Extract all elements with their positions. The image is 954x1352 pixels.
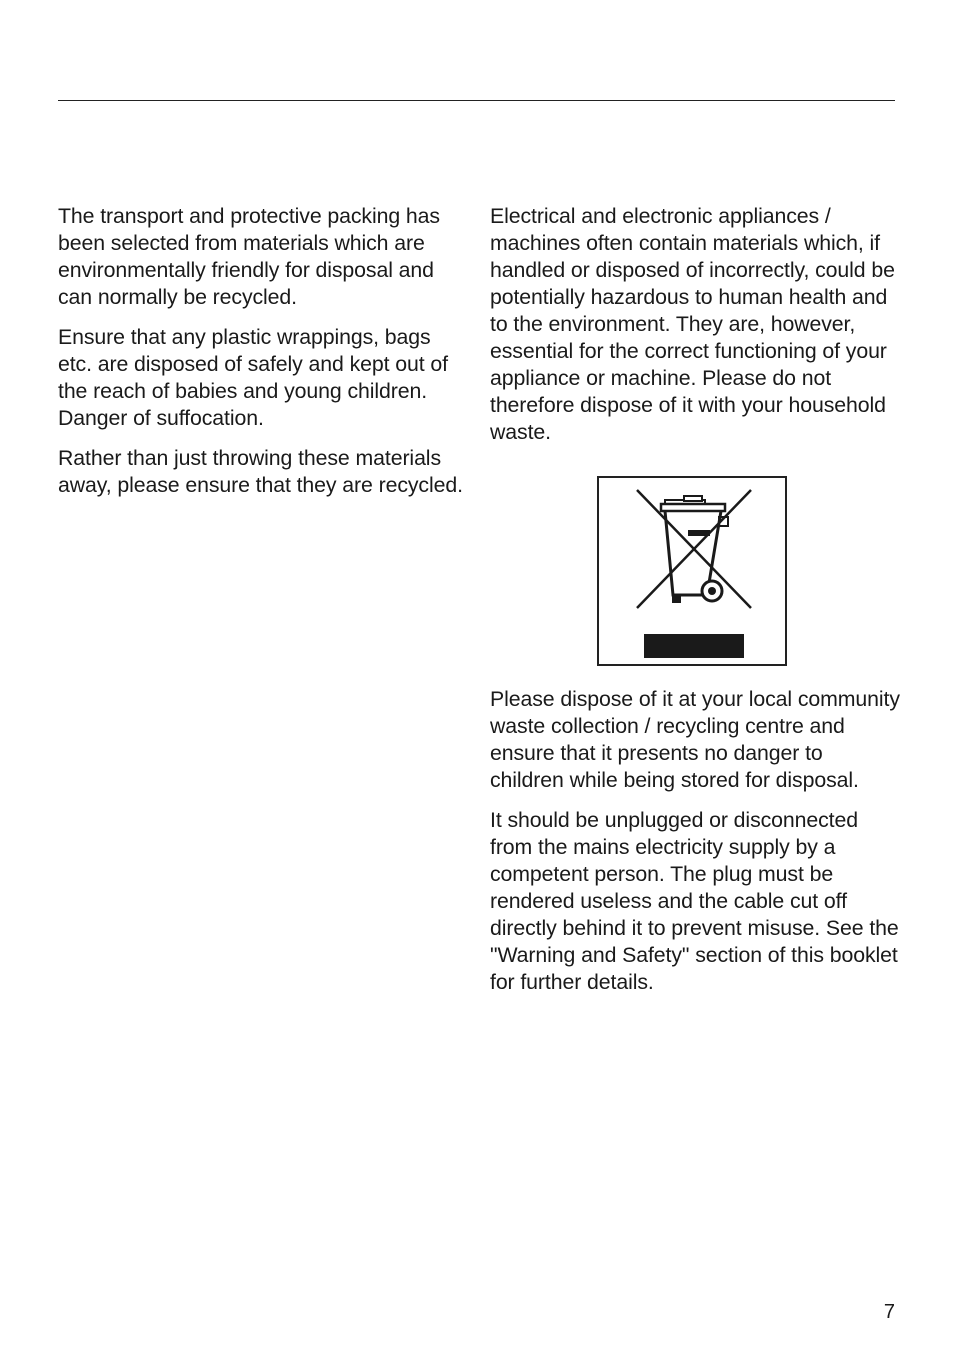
paragraph-unplug-instructions: It should be unplugged or disconnected from the mains electricity supply by a competent person. The plug must be rendered useless and the cable cut off directly behind it to prevent misuse. See the "Warning and Safety" section of this booklet for further details.	[490, 808, 899, 994]
header-rule	[58, 100, 895, 101]
paragraph-packing-materials: The transport and protective packing has been selected from materials which are environmentally friendly for disposal and can normally be recycled.	[58, 204, 440, 309]
left-column	[58, 203, 468, 512]
paragraph-plastic-wrappings: Ensure that any plastic wrappings, bags etc. are disposed of safely and kept out of the reach of babies and young children. Danger of suffocation.	[58, 325, 448, 430]
paragraph-hazardous-materials: Electrical and electronic appliances / machines often contain materials which, if handled or disposed of incorrectly, could be potentially hazardous to human health and to the environment. They are, however, essential for the correct functioning of your appliance or machine. Please do not therefore dispose of it with your household waste.	[490, 204, 895, 444]
paragraph-dispose-locally: Please dispose of it at your local community waste collection / recycling centre and ensure that it presents no danger to children while being stored for disposal.	[490, 687, 900, 792]
right-column	[490, 203, 900, 1009]
weee-symbol-box	[597, 476, 787, 666]
paragraph-recycle-materials: Rather than just throwing these materials away, please ensure that they are recycled.	[58, 446, 463, 497]
crossed-out-wheelie-bin-icon	[599, 478, 789, 668]
page-number: 7	[883, 1301, 895, 1323]
